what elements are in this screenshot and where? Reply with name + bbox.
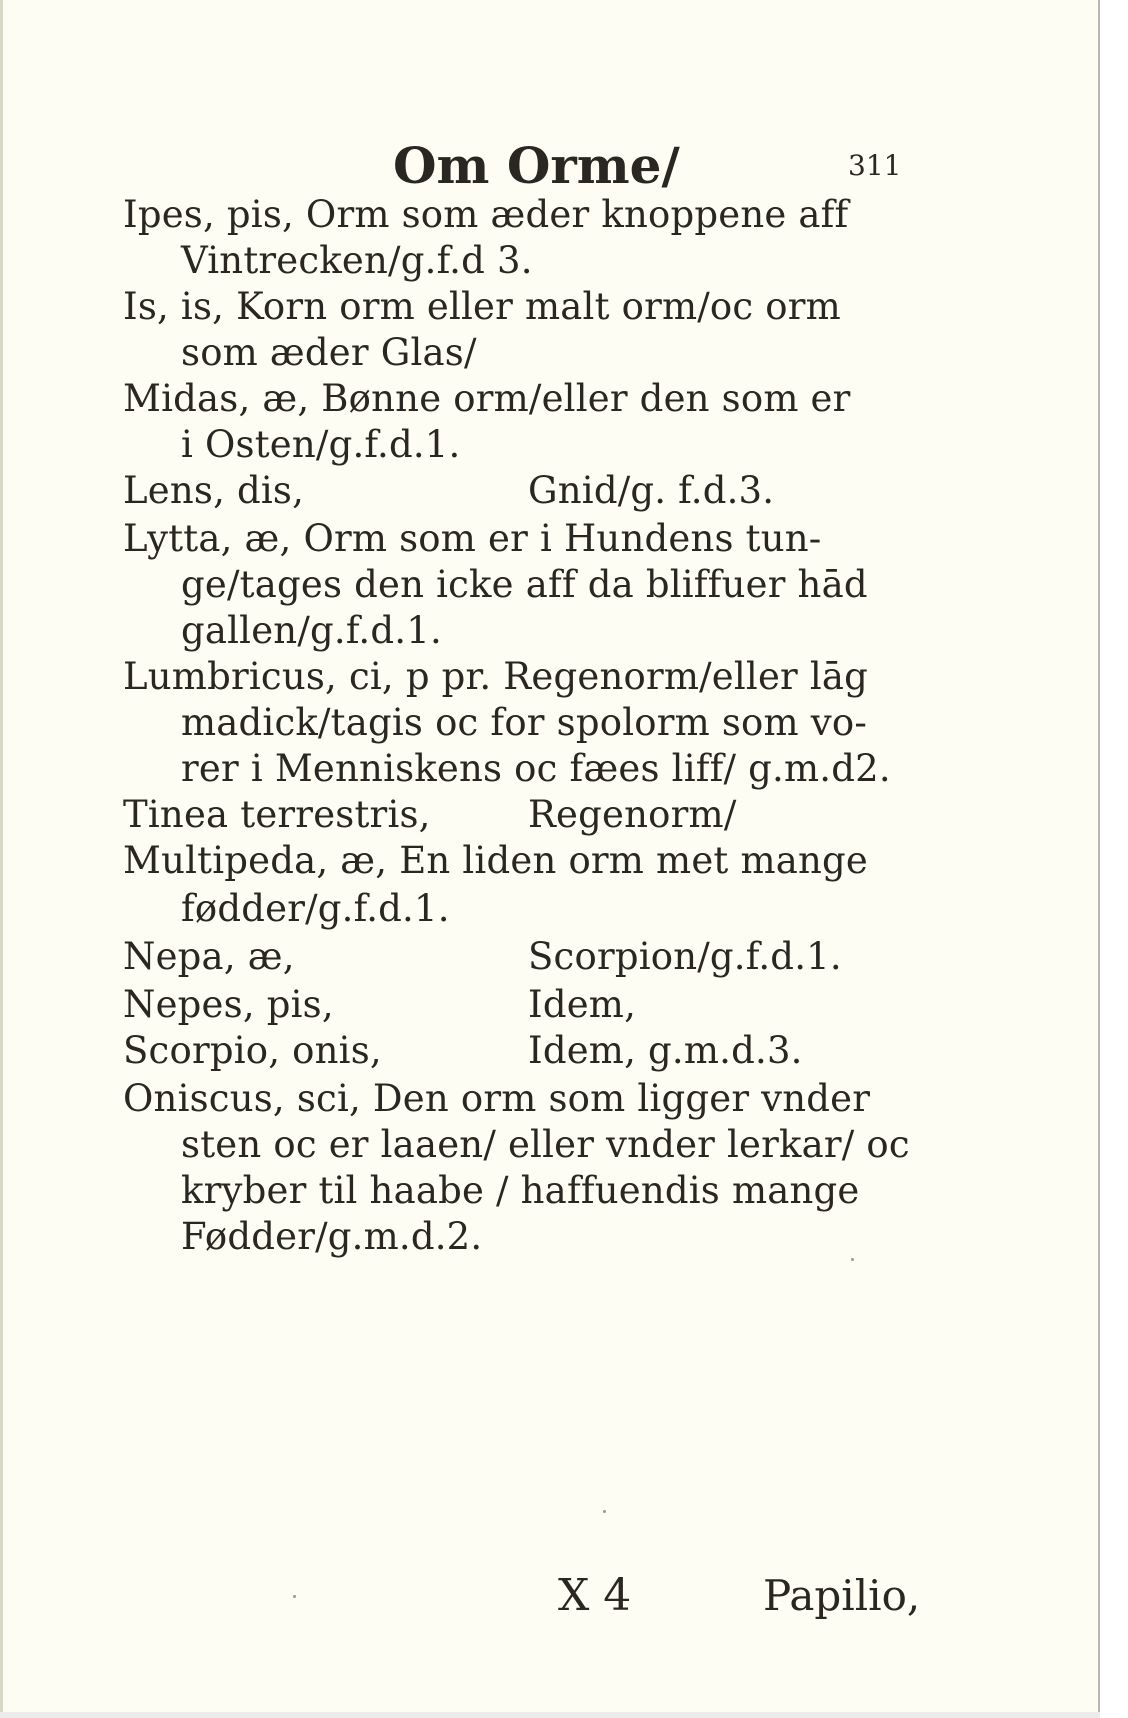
entry-line: Ipes, pis, Orm som æder knoppene aff <box>123 193 849 236</box>
page-edge <box>1098 0 1100 1712</box>
running-title: Om Orme/ <box>393 136 680 195</box>
catchword: Papilio, <box>763 1571 921 1620</box>
entry-continuation: som æder Glas/ <box>181 331 477 374</box>
entry-continuation: ge/tages den icke aff da bliffuer hād <box>181 563 868 606</box>
entry-gloss: Idem, g.m.d.3. <box>528 1029 803 1072</box>
entry-line: Oniscus, sci, Den orm som ligger vnder <box>123 1077 871 1120</box>
entry-term: Lens, dis, <box>123 469 305 512</box>
entry-term: Nepa, æ, <box>123 935 295 978</box>
entry-line <box>123 1026 803 1076</box>
entry-continuation: rer i Menniskens oc fæes liff/ g.m.d2. <box>181 747 891 790</box>
entry-line: Midas, æ, Bønne orm/eller den som er <box>123 377 851 420</box>
entry-gloss: Idem, <box>528 983 637 1026</box>
entry-continuation: sten oc er laaen/ eller vnder lerkar/ oc <box>181 1123 910 1166</box>
entry-line: Is, is, Korn orm eller malt orm/oc orm <box>123 285 841 328</box>
entry-term: Tinea terrestris, <box>123 793 431 836</box>
ink-speck <box>293 1595 296 1598</box>
entry-continuation: gallen/g.f.d.1. <box>181 609 442 652</box>
entry-term: Scorpio, onis, <box>123 1029 382 1072</box>
entry-line: Multipeda, æ, En liden orm met mange <box>123 839 869 882</box>
entry-gloss: Regenorm/ <box>528 793 737 836</box>
page-header <box>123 136 933 196</box>
entry-line <box>123 790 737 840</box>
ink-speck <box>851 1258 854 1261</box>
entry-gloss: Scorpion/g.f.d.1. <box>528 935 842 978</box>
entry-continuation: fødder/g.f.d.1. <box>181 887 450 930</box>
entry-continuation: kryber til haabe / haffuendis mange <box>181 1169 860 1212</box>
entry-line: Lumbricus, ci, p pr. Regenorm/eller lāg <box>123 655 869 698</box>
page-bottom-edge <box>0 1712 1100 1718</box>
entry-term: Nepes, pis, <box>123 983 334 1026</box>
entry-line <box>123 466 775 516</box>
entry-line: Lytta, æ, Orm som er i Hundens tun- <box>123 517 822 560</box>
signature-mark: X 4 <box>558 1570 632 1621</box>
entry-line <box>123 932 842 982</box>
entry-line <box>123 980 637 1030</box>
entry-continuation: i Osten/g.f.d.1. <box>181 423 461 466</box>
entry-gloss: Gnid/g. f.d.3. <box>528 469 775 512</box>
page-number: 311 <box>848 149 902 182</box>
ink-speck <box>603 1510 606 1513</box>
entry-continuation: madick/tagis oc for spolorm som vo- <box>181 701 868 744</box>
entry-continuation: Fødder/g.m.d.2. <box>181 1215 483 1258</box>
entry-continuation: Vintrecken/g.f.d 3. <box>181 239 533 282</box>
